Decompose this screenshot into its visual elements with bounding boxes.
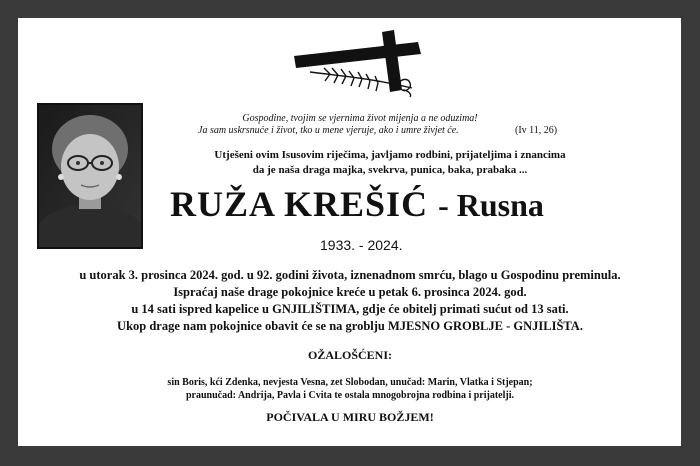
quote-line-2: Ja sam uskrsnuće i život, tko u mene vjeruje, ako i umre živjet će.	[198, 125, 459, 136]
cross-with-palm-icon	[290, 28, 426, 98]
mourners-line-2: praunučad: Andrija, Pavla i Cvita te ostala mnogobrojna rodbina i prijatelji.	[186, 390, 514, 401]
details-line-3: u 14 sati ispred kapelice u GNJILIŠTIMA, gdje će obitelj primati sućut od 13 sati.	[131, 302, 569, 316]
deceased-full-name: RUŽA KREŠIĆ	[170, 184, 429, 224]
intro-line-1: Utješeni ovim Isusovim riječima, javljamo rodbini, prijateljima i znancima	[214, 149, 566, 161]
intro-text	[150, 148, 630, 178]
details-line-2: Ispraćaj naše drage pokojnice kreće u petak 6. prosinca 2024. god.	[173, 285, 527, 299]
life-years: 1933. - 2024.	[320, 237, 403, 253]
bible-quote	[150, 113, 570, 137]
deceased-nickname: - Rusna	[438, 187, 544, 223]
deceased-name	[170, 183, 600, 225]
quote-line-1: Gospodine, tvojim se vjernima život mijenja a ne oduzima!	[242, 113, 478, 124]
deceased-portrait	[37, 103, 143, 249]
details-line-1: u utorak 3. prosinca 2024. god. u 92. godini života, iznenadnom smrću, blago u Gospodinu preminula.	[79, 268, 621, 282]
details-line-4: Ukop drage nam pokojnice obavit će se na groblju MJESNO GROBLJE - GNJILIŠTA.	[117, 319, 583, 333]
portrait-photo	[39, 105, 141, 247]
mourners-list	[60, 376, 640, 402]
quote-reference: (Iv 11, 26)	[515, 125, 558, 136]
mourners-title: OŽALOŠĆENI:	[307, 348, 393, 362]
intro-line-2: da je naša draga majka, svekrva, punica, baka, prabaka ...	[252, 164, 528, 176]
mourners-line-1: sin Boris, kći Zdenka, nevjesta Vesna, zet Slobodan, unučad: Marin, Vlatka i Stjepan;	[167, 377, 533, 388]
closing-blessing: POČIVALA U MIRU BOŽJEM!	[266, 410, 434, 424]
funeral-details	[30, 267, 670, 335]
